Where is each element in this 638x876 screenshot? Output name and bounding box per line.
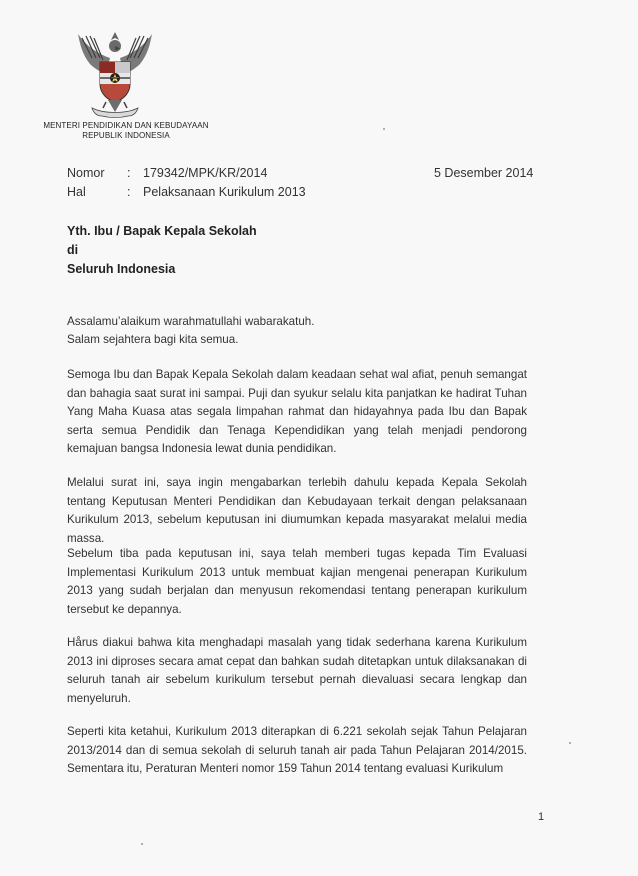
hal-colon: : — [127, 185, 131, 199]
scan-speck — [383, 128, 385, 130]
greeting-line-2: Salam sejahtera bagi kita semua. — [67, 333, 239, 346]
recipient-line-1: Yth. Ibu / Bapak Kepala Sekolah — [67, 224, 257, 238]
paragraph-3: Sebelum tiba pada keputusan ini, saya telah memberi tugas kepada Tim Evaluasi Implementasi Kurikulum 2013 untuk membuat kajian mengenai penerapan Kurikulum 2013 yang sudah berjalan dan menyusun rekomendasi tentang penerapan kurikulum tersebut ke depannya. — [67, 547, 527, 616]
nomor-label: Nomor — [67, 166, 105, 180]
scan-speck — [569, 742, 571, 744]
hal-label: Hal — [67, 185, 86, 199]
page-number: 1 — [538, 811, 545, 823]
ministry-letterhead — [36, 121, 216, 141]
letterhead-line-1: MENTERI PENDIDIKAN DAN KEBUDAYAAN — [43, 121, 209, 130]
nomor-colon: : — [127, 166, 131, 180]
letterhead-line-2: REPUBLIK INDONESIA — [82, 131, 170, 140]
letter-date: 5 Desember 2014 — [434, 166, 534, 180]
paragraph-4: Hårus diakui bahwa kita menghadapi masalah yang tidak sederhana karena Kurikulum 2013 ini diproses secara amat cepat dan bahkan sudah ditetapkan untuk dilaksanakan di seluruh tanah air sebelum kurikulum tersebut pernah dievaluasi secara lengkap dan menyeluruh. — [67, 636, 527, 705]
garuda-emblem — [70, 28, 160, 120]
recipient-line-2: di — [67, 243, 79, 257]
nomor-value: 179342/MPK/KR/2014 — [143, 166, 268, 180]
paragraph-5: Seperti kita ketahui, Kurikulum 2013 diterapkan di 6.221 sekolah sejak Tahun Pelajaran 2013/2014 dan di semua sekolah di seluruh tanah air pada Tahun Pelajaran 2014/2015. Sementara itu, Peraturan Menteri nomor 159 Tahun 2014 tentang evaluasi Kurikulum — [67, 725, 527, 776]
recipient-line-3: Seluruh Indonesia — [67, 262, 176, 276]
hal-value: Pelaksanaan Kurikulum 2013 — [143, 185, 306, 199]
scan-speck — [141, 843, 143, 845]
paragraph-2: Melalui surat ini, saya ingin mengabarkan terlebih dahulu kepada Kepala Sekolah tentang Keputusan Menteri Pendidikan dan Kebudayaan terkait dengan pelaksanaan Kurikulum 2013, sebelum keputusan ini diumumkan kepada masyarakat melalui media massa. — [67, 476, 527, 545]
paragraph-1: Semoga Ibu dan Bapak Kepala Sekolah dalam keadaan sehat wal afiat, penuh semangat dan bahagia saat surat ini sampai. Puji dan syukur selalu kita panjatkan ke hadirat Tuhan Yang Maha Kuasa atas segala limpahan rahmat dan hidayahnya pada Ibu dan Bapak serta semua Pendidik dan Tenaga Kependidikan yang telah menjadi pendorong kemajuan bangsa Indonesia lewat dunia pendidikan. — [67, 368, 527, 456]
greeting-line-1: Assalamu’alaikum warahmatullahi wabarakatuh. — [67, 315, 315, 328]
